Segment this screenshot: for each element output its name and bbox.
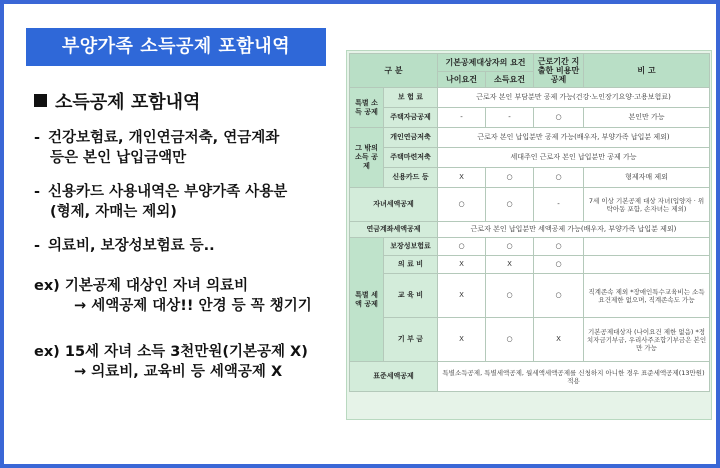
row-label-insurance: 보 험 료 bbox=[384, 88, 438, 108]
cell-med-age: X bbox=[438, 256, 486, 274]
header-requirement: 기본공제대상자의 요건 bbox=[438, 54, 534, 72]
cell-edu-age: X bbox=[438, 274, 486, 318]
cell-edu-note: 직계존속 제외 *장애인특수교육비는 소득요건제한 없으며, 직계존속도 가능 bbox=[584, 274, 710, 318]
section-heading bbox=[34, 88, 200, 114]
dash-icon: - bbox=[34, 130, 41, 146]
section-heading-text: 소득공제 포함내역 bbox=[55, 92, 201, 113]
cell-ins-note bbox=[584, 238, 710, 256]
cell-edu-income: ○ bbox=[486, 274, 534, 318]
group-other-income: 그 밖의 소득 공제 bbox=[350, 128, 384, 188]
row-label-pension: 개인연금저축 bbox=[384, 128, 438, 148]
cell-don-age: X bbox=[438, 318, 486, 362]
cell-don-income: ○ bbox=[486, 318, 534, 362]
example-1 bbox=[34, 276, 312, 316]
cell-med-note bbox=[584, 256, 710, 274]
dash-icon: - bbox=[34, 184, 41, 200]
example-1-line-2: → 세액공제 대상!! 안경 등 꼭 챙기기 bbox=[74, 298, 312, 314]
row-note-standard: 특별소득공제, 특별세액공제, 월세액세액공제를 신청하지 아니한 경우 표준세액공제(13만원) 적용 bbox=[438, 362, 710, 392]
bullet-1-line-1: 건강보험료, 개인연금저축, 연금계좌 bbox=[48, 130, 280, 146]
cell-child-note: 7세 이상 기본공제 대상 자녀(입양자 · 위탁아동 포함, 손자녀는 제외) bbox=[584, 188, 710, 222]
cell-child-income: ○ bbox=[486, 188, 534, 222]
cell-med-income: X bbox=[486, 256, 534, 274]
row-label-card: 신용카드 등 bbox=[384, 168, 438, 188]
row-note-pension-account: 근로자 본인 납입분만 세액공제 가능(배우자, 부양가족 납입분 제외) bbox=[438, 222, 710, 238]
bullet-3 bbox=[34, 236, 215, 256]
row-label-protect-ins: 보장성보험료 bbox=[384, 238, 438, 256]
deduction-table bbox=[349, 53, 710, 392]
bullet-2 bbox=[34, 182, 287, 222]
bullet-3-line-1: 의료비, 보장성보험료 등.. bbox=[48, 238, 215, 254]
row-note-insurance: 근로자 본인 부담분만 공제 가능(건강·노인장기요양·고용보험료) bbox=[438, 88, 710, 108]
cell-don-period: X bbox=[534, 318, 584, 362]
cell-child-period: - bbox=[534, 188, 584, 222]
cell-child-age: ○ bbox=[438, 188, 486, 222]
row-label-housing: 주택자금공제 bbox=[384, 108, 438, 128]
bullet-1-line-2: 등은 본인 납입금액만 bbox=[50, 150, 187, 166]
row-label-child: 자녀세액공제 bbox=[350, 188, 438, 222]
row-label-standard: 표준세액공제 bbox=[350, 362, 438, 392]
header-note: 비 고 bbox=[584, 54, 710, 88]
group-special-tax: 특별 세액 공제 bbox=[350, 238, 384, 362]
header-age: 나이요건 bbox=[438, 72, 486, 88]
row-label-donation: 기 부 금 bbox=[384, 318, 438, 362]
dash-icon: - bbox=[34, 238, 41, 254]
cell-ins-period: ○ bbox=[534, 238, 584, 256]
bullet-1 bbox=[34, 128, 279, 168]
header-income: 소득요건 bbox=[486, 72, 534, 88]
example-1-line-1: ex) 기본공제 대상인 자녀 의료비 bbox=[34, 278, 249, 294]
row-label-savings: 주택마련저축 bbox=[384, 148, 438, 168]
example-2 bbox=[34, 342, 308, 382]
deduction-table-panel bbox=[346, 50, 712, 420]
row-label-pension-account: 연금계좌세액공제 bbox=[350, 222, 438, 238]
slide-title: 부양가족 소득공제 포함내역 bbox=[26, 28, 326, 66]
cell-housing-note: 본인만 가능 bbox=[584, 108, 710, 128]
bullet-2-line-1: 신용카드 사용내역은 부양가족 사용분 bbox=[48, 184, 288, 200]
cell-housing-period: ○ bbox=[534, 108, 584, 128]
row-note-savings: 세대주인 근로자 본인 납입분만 공제 가능 bbox=[438, 148, 710, 168]
cell-card-note: 형제자매 제외 bbox=[584, 168, 710, 188]
square-bullet-icon bbox=[34, 94, 47, 107]
cell-card-age: X bbox=[438, 168, 486, 188]
example-2-line-2: → 의료비, 교육비 등 세액공제 X bbox=[74, 364, 283, 380]
example-2-line-1: ex) 15세 자녀 소득 3천만원(기본공제 X) bbox=[34, 344, 308, 360]
row-label-education: 교 육 비 bbox=[384, 274, 438, 318]
cell-ins-income: ○ bbox=[486, 238, 534, 256]
header-division: 구 분 bbox=[350, 54, 438, 88]
cell-card-income: ○ bbox=[486, 168, 534, 188]
row-label-medical: 의 료 비 bbox=[384, 256, 438, 274]
cell-card-period: ○ bbox=[534, 168, 584, 188]
cell-don-note: 기본공제대상자 (나이요건 제한 없음) *정치자금기부금, 우리사주조합기부금은 본인만 가능 bbox=[584, 318, 710, 362]
group-special-income: 특별 소득 공제 bbox=[350, 88, 384, 128]
header-period: 근로기간 지출한 비용만 공제 bbox=[534, 54, 584, 88]
bullet-2-line-2: (형제, 자매는 제외) bbox=[50, 204, 177, 220]
cell-ins-age: ○ bbox=[438, 238, 486, 256]
cell-housing-income: - bbox=[486, 108, 534, 128]
cell-edu-period: ○ bbox=[534, 274, 584, 318]
row-note-pension: 근로자 본인 납입분만 공제 가능(배우자, 부양가족 납입분 제외) bbox=[438, 128, 710, 148]
cell-housing-age: - bbox=[438, 108, 486, 128]
cell-med-period: ○ bbox=[534, 256, 584, 274]
